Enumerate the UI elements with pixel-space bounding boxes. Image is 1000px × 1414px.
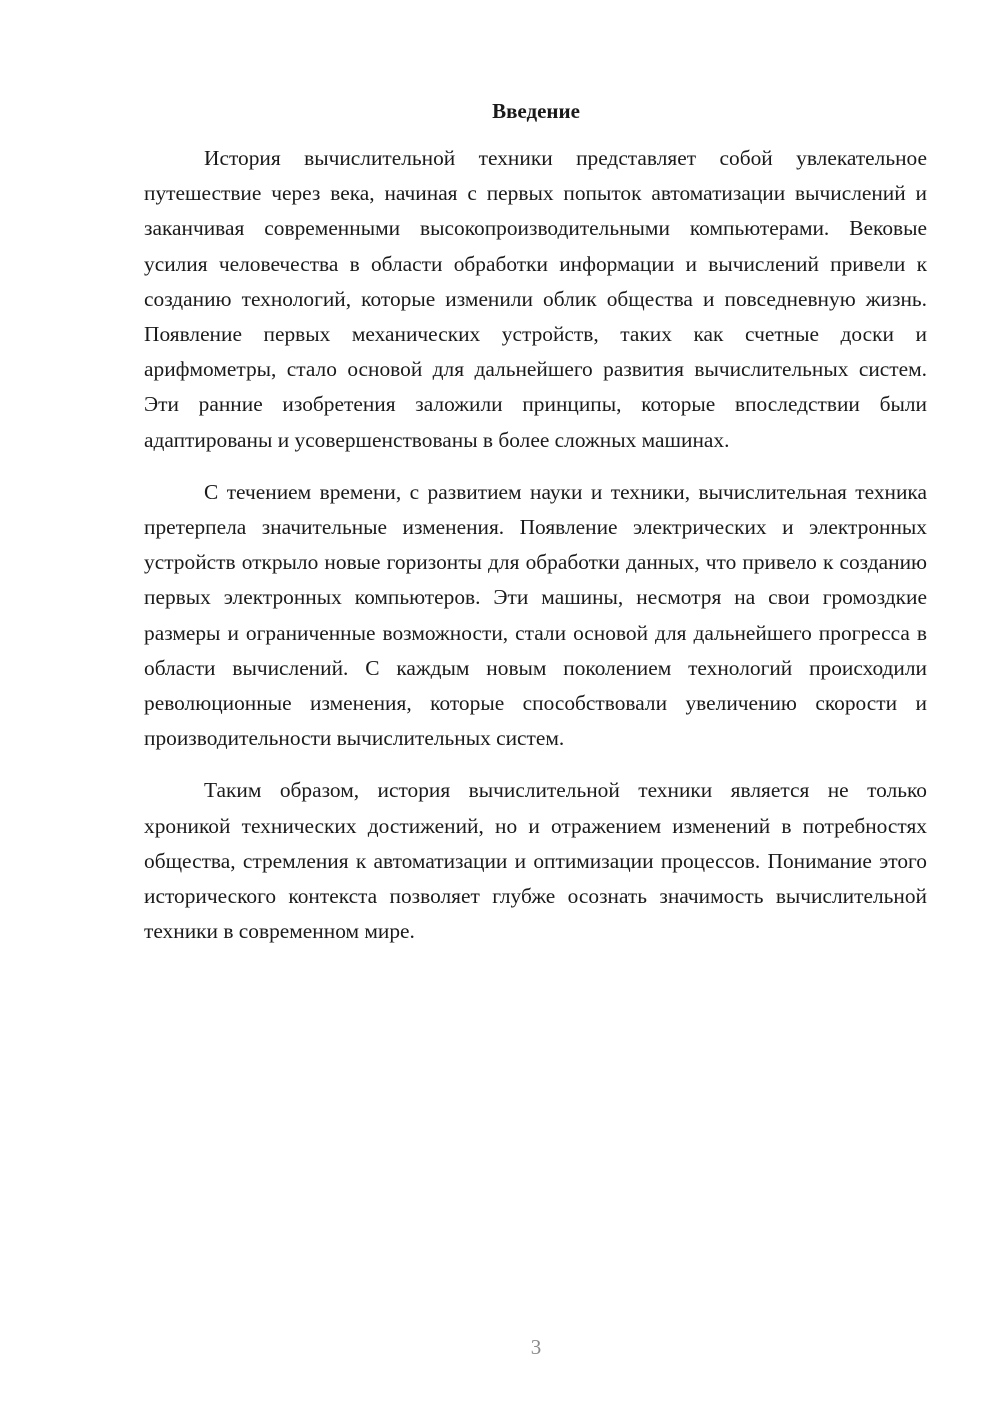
paragraph-2: С течением времени, с развитием науки и техники, вычислительная техника претерпела значительные изменения. Появление электрических и электронных устройств открыло новые горизонты для обработки данных, что привело к созданию первых электронных компьютеров. Эти машины, несмотря на свои громоздкие размеры и ограниченные возможности, стали основой для дальнейшего прогресса в области вычислений. С каждым новым поколением технологий происходили революционные изменения, которые способствовали увеличению скорости и производительности вычислительных систем. <box>144 479 927 751</box>
document-body <box>144 141 927 966</box>
page-title: Введение <box>492 99 580 123</box>
page-number: 3 <box>530 1335 542 1359</box>
paragraph-1: История вычислительной техники представляет собой увлекательное путешествие через века, начиная с первых попыток автоматизации вычислений и заканчивая современными высокопроизводительными компьютерами. Вековые усилия человечества в области обработки информации и вычислений привели к созданию технологий, которые изменили облик общества и повседневную жизнь. Появление первых механических устройств, таких как счетные доски и арифмометры, стало основой для дальнейшего развития вычислительных систем. Эти ранние изобретения заложили принципы, которые впоследствии были адаптированы и усовершенствованы в более сложных машинах. <box>144 146 927 452</box>
paragraph-3: Таким образом, история вычислительной техники является не только хроникой технических достижений, но и отражением изменений в потребностях общества, стремления к автоматизации и оптимизации процессов. Понимание этого исторического контекста позволяет глубже осознать значимость вычислительной техники в современном мире. <box>144 778 927 944</box>
